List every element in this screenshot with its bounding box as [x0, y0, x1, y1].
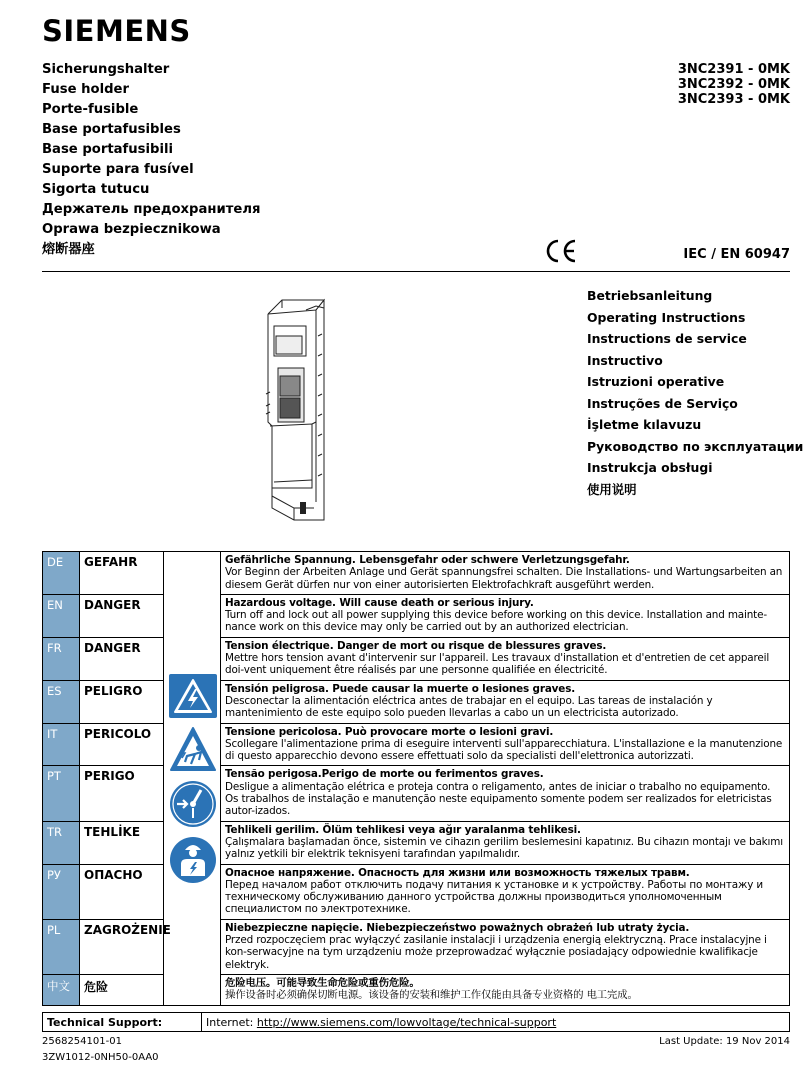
manual-title-tr: İşletme kılavuzu — [587, 417, 702, 432]
title-fr: Porte-fusible — [42, 102, 139, 117]
manual-title-en: Operating Instructions — [587, 309, 746, 325]
manual-titles — [587, 285, 803, 500]
manual-title-pt: Instruções de Serviço — [587, 395, 738, 411]
divider — [42, 271, 790, 272]
warning-body: 操作设备时必须确保切断电源。该设备的安装和维护工作仅能由具备专业资格的 电工完成。 — [225, 989, 638, 1002]
warning-body: Turn off and lock out all power supplying this device before working on this device. Installation and mainte-nance work on this device may only be carried out by an authorized electrician. — [225, 609, 767, 634]
model-numbers — [678, 62, 790, 107]
language-code: IT — [43, 723, 80, 766]
safety-row-ru — [43, 864, 790, 919]
manual-title-zh: 使用说明 — [587, 481, 637, 497]
language-code: ES — [43, 680, 80, 723]
warning-body: Desligue a alimentação elétrica e proteja contra o religamento, antes de iniciar o trabalho no equipamento. Os trabalhos de instalação e manutenção neste equipamento somente podem ser realizados for eletricistas autor-izados. — [225, 780, 772, 818]
signal-word: PERICOLO — [80, 723, 164, 766]
warning-headline: 危险电压。可能导致生命危险或重伤危险。 — [225, 976, 420, 989]
ce-mark-icon — [544, 238, 578, 264]
signal-word: 危险 — [80, 974, 164, 1005]
title-de: Sicherungshalter — [42, 62, 170, 77]
language-code: РУ — [43, 864, 80, 919]
warning-headline: Hazardous voltage. Will cause death or serious injury. — [225, 596, 534, 609]
safety-row-pl — [43, 919, 790, 974]
language-code: PL — [43, 919, 80, 974]
warning-text — [221, 552, 790, 595]
manual-title-es: Instructivo — [587, 352, 663, 368]
safety-row-zh — [43, 974, 790, 1005]
safety-row-tr — [43, 821, 790, 864]
warning-headline: Опасное напряжение. Опасность для жизни или возможность тяжелых травм. — [225, 866, 690, 879]
warning-body: Scollegare l'alimentazione prima di eseguire interventi sull'apparecchiatura. L'installazione e la manutenzione di questo apparecchio devono essere effettuati solo da specialisti dell'elettronica autorizzati. — [225, 737, 783, 763]
warning-body: Mettre hors tension avant d'intervenir sur l'appareil. Les travaux d'installation et d'entretien de cet appareil doi-vent uniquement être réalisés par une personne qualifiée en électricité. — [225, 652, 770, 677]
title-it: Base portafusibili — [42, 142, 174, 157]
warning-body: Çalışmalara başlamadan önce, sistemin ve cihazın gerilim beslemesini kapatınız. Bu cihazın montajı ve bakımı yalnız yetkili bir elektrik teknisyeni tarafından yapılmalıdır. — [225, 835, 783, 861]
standard-label: IEC / EN 60947 — [683, 247, 790, 262]
support-link[interactable]: http://www.siemens.com/lowvoltage/technical-support — [256, 1015, 557, 1029]
safety-row-it — [43, 723, 790, 766]
model-number: 3NC2393 - 0MK — [677, 92, 790, 107]
title-tr: Sigorta tutucu — [42, 182, 150, 197]
warning-text — [221, 864, 790, 919]
warning-text — [221, 637, 790, 680]
language-code: PT — [43, 766, 80, 821]
warning-body: Vor Beginn der Arbeiten Anlage und Gerät spannungsfrei schalten. Die Installations- und Wartungsarbeiten an diesem Gerät dürfen nur von einer autorisierten Elektrofachkraft ausgeführt werden. — [225, 566, 783, 591]
safety-row-pt — [43, 766, 790, 821]
signal-word: TEHLİKE — [80, 821, 164, 864]
title-pt: Suporte para fusível — [42, 162, 194, 177]
manual-title-pl: Instrukcja obsługi — [587, 460, 713, 475]
last-update: Last Update: 19 Nov 2014 — [659, 1036, 790, 1047]
support-label: Technical Support: — [43, 1013, 202, 1032]
language-code: DE — [43, 552, 80, 595]
warning-text — [221, 594, 790, 637]
electrical-hazard-warning-icon — [169, 674, 217, 718]
warning-headline: Tehlikeli gerilim. Ölüm tehlikesi veya ağır yaralanma tehlikesi. — [225, 823, 581, 836]
electric-shock-icon — [169, 726, 217, 772]
warning-text — [221, 766, 790, 821]
switch-off-icon — [169, 780, 217, 828]
language-code: 中文 — [43, 974, 80, 1005]
warning-icon-stack — [169, 674, 217, 892]
language-code: FR — [43, 637, 80, 680]
warning-headline: Niebezpieczne napięcie. Niebezpieczeństwo poważnych obrażeń lub utraty życia. — [225, 921, 690, 934]
model-number: 3NC2392 - 0MK — [677, 77, 790, 92]
signal-word: ОПАСНО — [80, 864, 164, 919]
manual-title-de: Betriebsanleitung — [587, 288, 713, 303]
language-code: TR — [43, 821, 80, 864]
safety-row-en — [43, 594, 790, 637]
warning-headline: Tensão perigosa.Perigo de morte ou ferimentos graves. — [225, 768, 544, 781]
product-titles — [42, 60, 260, 260]
manual-title-fr: Instructions de service — [587, 331, 747, 346]
signal-word: PELIGRO — [80, 680, 164, 723]
electrician-icon — [169, 836, 217, 884]
safety-row-es — [43, 680, 790, 723]
warning-headline: Gefährliche Spannung. Lebensgefahr oder schwere Verletzungsgefahr. — [225, 554, 630, 566]
document-number: 2568254101-01 — [42, 1036, 122, 1047]
manual-title-ru: Руководство по эксплуатации — [587, 438, 804, 454]
warning-text — [221, 974, 790, 1005]
warning-body: Desconectar la alimentación eléctrica antes de trabajar en el equipo. Las tareas de instalación y mantenimiento de este equipo solo pueden llevarlas a cabo un un electricista autorizado. — [225, 694, 713, 720]
signal-word: ZAGROŻENIE — [80, 919, 164, 974]
warning-headline: Tensione pericolosa. Può provocare morte o lesioni gravi. — [225, 725, 554, 738]
model-number: 3NC2391 - 0MK — [677, 62, 790, 77]
title-en: Fuse holder — [42, 82, 129, 97]
title-es: Base portafusibles — [42, 122, 181, 137]
safety-row-de — [43, 552, 790, 595]
technical-support-box — [42, 1012, 790, 1032]
warning-headline: Tensión peligrosa. Puede causar la muerte o lesiones graves. — [225, 682, 576, 695]
warning-text — [221, 821, 790, 864]
signal-word: DANGER — [80, 594, 164, 637]
title-zh: 熔断器座 — [42, 242, 95, 257]
safety-row-fr — [43, 637, 790, 680]
siemens-logo: SIEMENS — [42, 14, 191, 48]
title-pl: Oprawa bezpiecznikowa — [42, 222, 221, 237]
warning-headline: Tension électrique. Danger de mort ou risque de blessures graves. — [225, 639, 607, 652]
warning-text — [221, 919, 790, 974]
signal-word: DANGER — [80, 637, 164, 680]
signal-word: GEFAHR — [80, 552, 164, 595]
support-internet — [202, 1013, 790, 1032]
language-code: EN — [43, 594, 80, 637]
warning-text — [221, 723, 790, 766]
signal-word: PERIGO — [80, 766, 164, 821]
title-ru: Держатель предохранителя — [42, 202, 261, 217]
fuse-holder-illustration — [258, 296, 338, 522]
warning-body: Перед началом работ отключить подачу питания к установке и к устройству. Работы по монтажу и техническому обслуживанию данного устройства должны производиться уполномоченным специалистом по электротехнике. — [225, 878, 763, 916]
warning-body: Przed rozpoczęciem prac wyłączyć zasilanie instalacji i urządzenia energią elektryczną. Prace instalacyjne i kon-serwacyjne na tym urządzeniu może przeprowadzać wyłącznie posiadający odpowiednie kwalifikacje elektryk. — [225, 934, 767, 971]
support-prefix: Internet: — [206, 1015, 257, 1029]
warning-icon-column — [164, 552, 221, 1006]
warning-text — [221, 680, 790, 723]
manual-title-it: Istruzioni operative — [587, 374, 725, 389]
safety-warning-table — [42, 551, 790, 1006]
order-number: 3ZW1012-0NH50-0AA0 — [42, 1052, 159, 1063]
